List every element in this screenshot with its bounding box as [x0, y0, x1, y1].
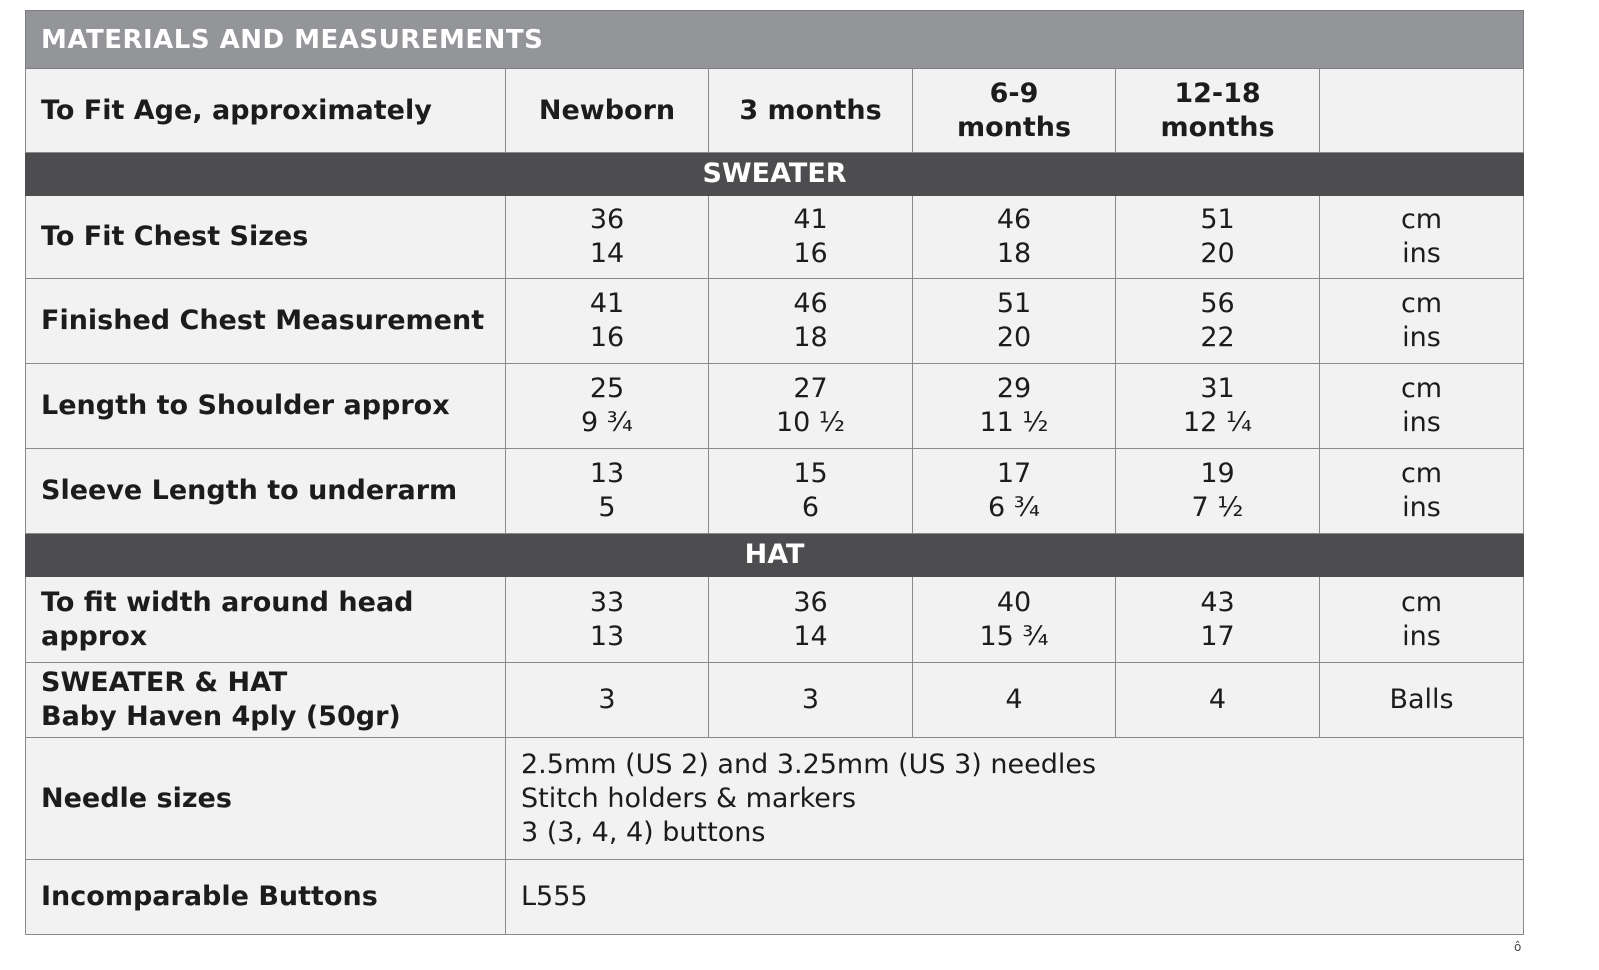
- value-cell: 36 14: [709, 577, 913, 663]
- section-sweater: SWEATER: [26, 153, 1524, 196]
- materials-measurements-table: [25, 10, 1523, 935]
- row-label: To Fit Chest Sizes: [26, 196, 506, 279]
- value-cell: 46 18: [913, 196, 1116, 279]
- age-6-9-months: 6-9 months: [913, 69, 1116, 153]
- buttons-label: Incomparable Buttons: [26, 860, 506, 935]
- value-cell: 3: [506, 663, 709, 738]
- needles-line: 2.5mm (US 2) and 3.25mm (US 3) needles: [521, 748, 1097, 780]
- value-cell: 43 17: [1116, 577, 1320, 663]
- value-cell: 15 6: [709, 449, 913, 534]
- unit-cell: Balls: [1320, 663, 1524, 738]
- value-cell: 27 10 ½: [709, 364, 913, 449]
- age-header-label: To Fit Age, approximately: [26, 69, 506, 153]
- row-finished-chest: [26, 279, 1524, 364]
- row-label: SWEATER & HAT Baby Haven 4ply (50gr): [26, 663, 506, 738]
- value-cell: 19 7 ½: [1116, 449, 1320, 534]
- needles-label: Needle sizes: [26, 738, 506, 860]
- row-head-width: [26, 577, 1524, 663]
- buttons-value: L555: [506, 860, 1524, 935]
- value-cell: 33 13: [506, 577, 709, 663]
- age-3-months: 3 months: [709, 69, 913, 153]
- unit-header: [1320, 69, 1524, 153]
- value-cell: 46 18: [709, 279, 913, 364]
- section-hat: HAT: [26, 534, 1524, 577]
- needles-line: 3 (3, 4, 4) buttons: [521, 816, 766, 848]
- table-title: MATERIALS AND MEASUREMENTS: [26, 11, 1524, 69]
- value-cell: 17 6 ¾: [913, 449, 1116, 534]
- row-label: To fit width around head approx: [26, 577, 506, 663]
- value-cell: 4: [1116, 663, 1320, 738]
- unit-cell: cm ins: [1320, 449, 1524, 534]
- unit-cell: cm ins: [1320, 196, 1524, 279]
- row-label: Finished Chest Measurement: [26, 279, 506, 364]
- value-cell: 3: [709, 663, 913, 738]
- value-cell: 51 20: [1116, 196, 1320, 279]
- value-cell: 13 5: [506, 449, 709, 534]
- needles-line: Stitch holders & markers: [521, 782, 857, 814]
- value-cell: 41 16: [709, 196, 913, 279]
- row-buttons: [26, 860, 1524, 935]
- title-row: [26, 11, 1524, 69]
- value-cell: 40 15 ¾: [913, 577, 1116, 663]
- row-length-shoulder: [26, 364, 1524, 449]
- needles-details: [506, 738, 1524, 860]
- section-sweater-row: [26, 153, 1524, 196]
- value-cell: 29 11 ½: [913, 364, 1116, 449]
- unit-cell: cm ins: [1320, 279, 1524, 364]
- row-label: Length to Shoulder approx: [26, 364, 506, 449]
- row-chest-sizes: [26, 196, 1524, 279]
- value-cell: 51 20: [913, 279, 1116, 364]
- age-newborn: Newborn: [506, 69, 709, 153]
- value-cell: 41 16: [506, 279, 709, 364]
- row-yarn: [26, 663, 1524, 738]
- row-label: Sleeve Length to underarm: [26, 449, 506, 534]
- value-cell: 4: [913, 663, 1116, 738]
- row-sleeve-length: [26, 449, 1524, 534]
- value-cell: 56 22: [1116, 279, 1320, 364]
- value-cell: 36 14: [506, 196, 709, 279]
- value-cell: 25 9 ¾: [506, 364, 709, 449]
- row-needles: [26, 738, 1524, 860]
- corner-mark: ô: [1514, 940, 1522, 954]
- age-header-row: [26, 69, 1524, 153]
- age-12-18-months: 12-18 months: [1116, 69, 1320, 153]
- unit-cell: cm ins: [1320, 364, 1524, 449]
- unit-cell: cm ins: [1320, 577, 1524, 663]
- section-hat-row: [26, 534, 1524, 577]
- measurements-grid: [25, 10, 1524, 935]
- value-cell: 31 12 ¼: [1116, 364, 1320, 449]
